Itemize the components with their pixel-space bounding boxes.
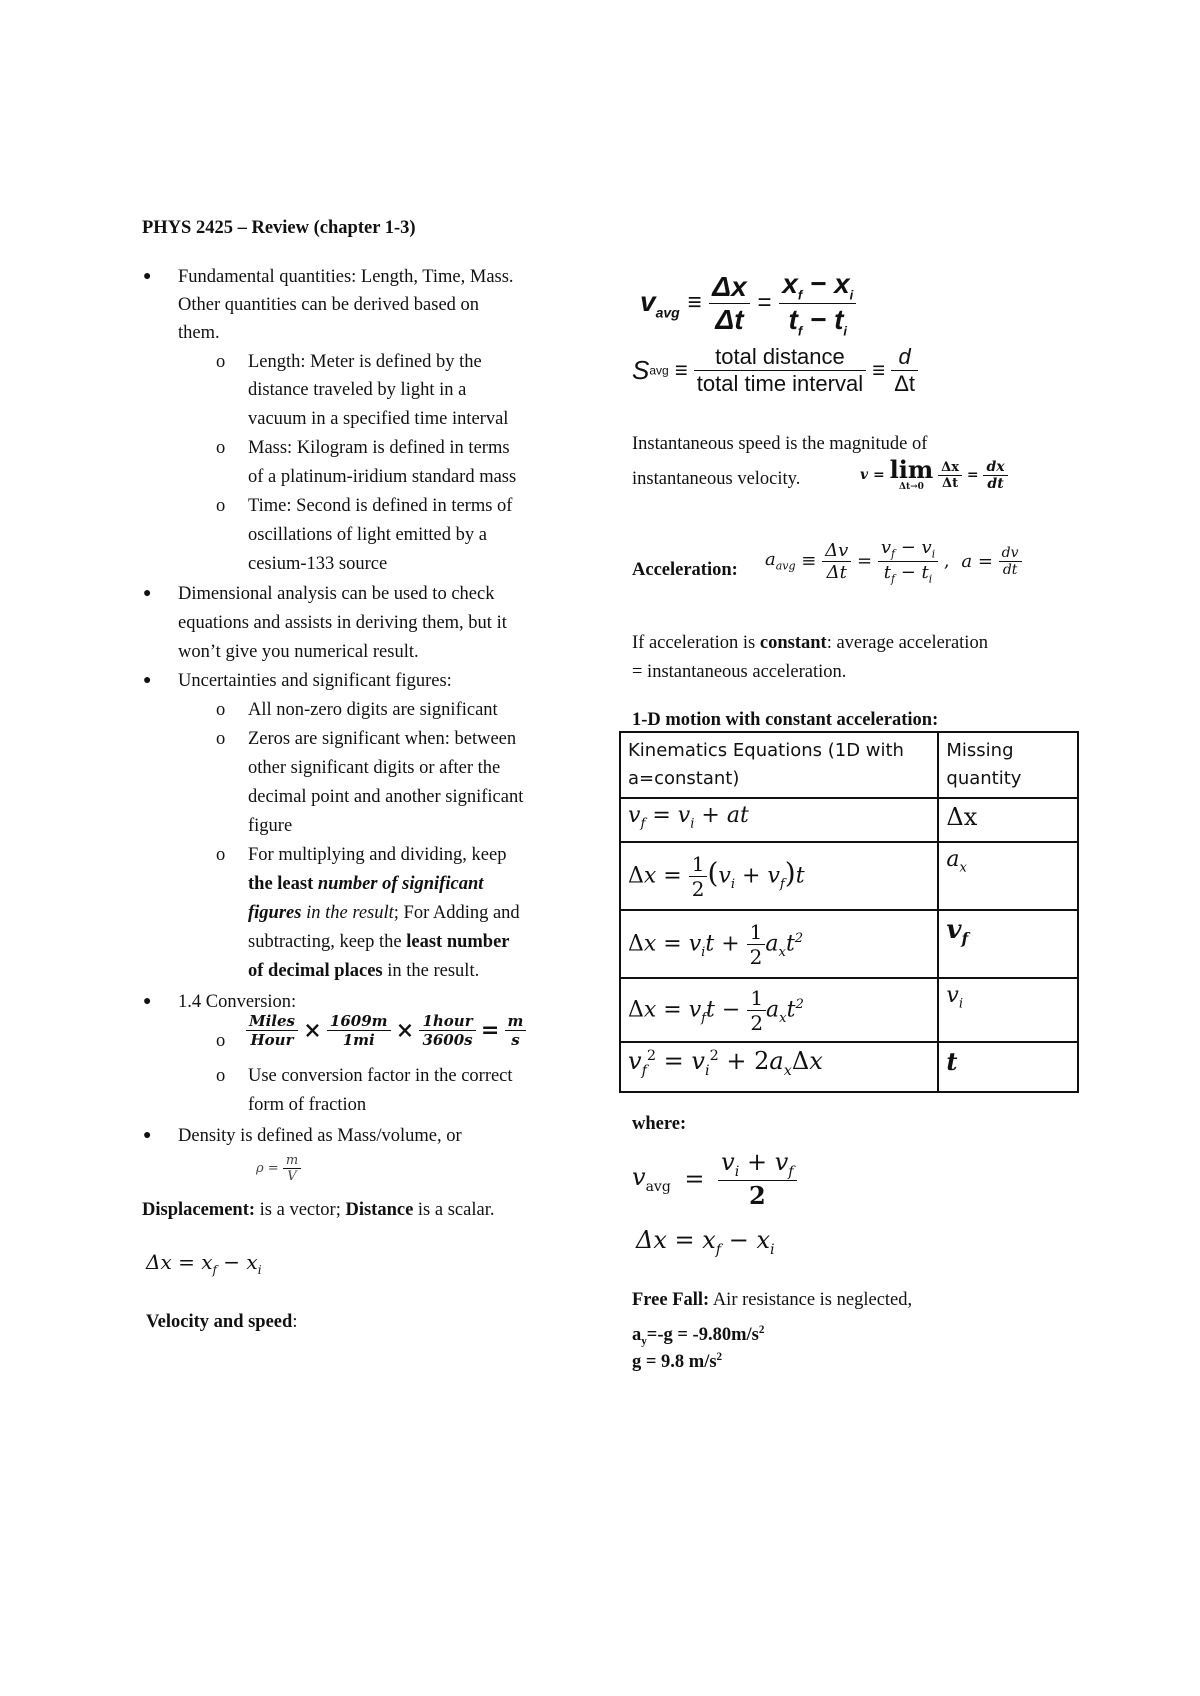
table-row: [620, 798, 1078, 842]
sub-bullet-icon: o: [216, 352, 226, 372]
sigfig-rule-1: All non-zero digits are significant: [248, 700, 498, 720]
displacement-equation: $\Delta x = x_f - x_i$: [146, 1250, 262, 1277]
page-title: PHYS 2425 – Review (chapter 1-3): [142, 218, 416, 238]
length-line-2: distance traveled by light in a: [248, 380, 467, 400]
bullet-icon: ●: [143, 586, 152, 601]
savg-equation: Savg ≡ $\frac{\text{total distance}}{\text{total time interval}}$ ≡ $\frac{d}{\Delta t}$: [632, 344, 918, 397]
time-line-2: oscillations of light emitted by a: [248, 525, 487, 545]
velocity-speed-heading: Velocity and speed:: [146, 1312, 298, 1332]
density-formula: ρ = $\frac{m}{V}$: [256, 1153, 301, 1184]
where-vavg-equation: $v_{avg}$ = $\frac{v_i + v_f}{2}$: [632, 1148, 797, 1210]
constant-line-2: = instantaneous acceleration.: [632, 662, 847, 682]
bullet-icon: ●: [143, 269, 152, 284]
sub-bullet-icon: o: [216, 845, 226, 865]
mass-line-1: Mass: Kilogram is defined in terms: [248, 438, 510, 458]
table-header-row: [620, 732, 1078, 798]
kinematics-table: [619, 731, 1079, 1093]
missing-ax: $a_x$: [938, 842, 1078, 910]
free-fall-line-2: $a_y=-g = -9.80m/s^2$: [632, 1324, 765, 1348]
sigfig-rule-2-line-1: Zeros are significant when: between: [248, 729, 517, 749]
fundamental-line-3: them.: [178, 323, 220, 343]
displacement-line: Displacement: is a vector; Distance is a scalar.: [142, 1200, 495, 1220]
sub-bullet-icon: o: [216, 438, 226, 458]
bullet-icon: ●: [143, 1128, 152, 1143]
fundamental-line-1: Fundamental quantities: Length, Time, Mass.: [178, 267, 514, 287]
where-dx-equation: $\Delta x = x_f - x_i$: [636, 1226, 775, 1258]
fundamental-line-2: Other quantities can be derived based on: [178, 295, 480, 315]
missing-t: t: [938, 1042, 1078, 1092]
conversion-heading: 1.4 Conversion:: [178, 992, 297, 1012]
sigfig-rule-3-line-1: For multiplying and dividing, keep: [248, 845, 507, 865]
equation-dx-avg: Δx = $\frac{1}{2}$ $(v_i + v_f)t$: [620, 842, 938, 910]
conversion-formula: $\frac{\text{Miles}}{\text{Hour}}$ × $\frac{1609m}{1mi}$ × $\frac{\text{1hour}}{3600s}$ = $\frac{m}{s}$: [246, 1012, 526, 1049]
conv-n2: 1hour: [419, 1012, 475, 1031]
time-line-3: cesium-133 source: [248, 554, 388, 574]
conv-hour: Hour: [250, 1031, 294, 1049]
instantaneous-line-2: instantaneous velocity.: [632, 469, 801, 489]
sigfig-rule-2-line-2: other significant digits or after the: [248, 758, 501, 778]
sigfig-rule-3-line-3: figures in the result; For Adding and: [248, 903, 520, 923]
conv-miles: Miles: [246, 1012, 298, 1031]
sigfig-rule-3-line-4: subtracting, keep the least number: [248, 932, 510, 952]
equation-dx-vi: $\Delta x = v_it$ + $\frac{1}{2}$ $a_xt^2$: [620, 910, 938, 978]
conv-d1: 1mi: [342, 1031, 375, 1049]
sub-bullet-icon: o: [216, 496, 226, 516]
table-header-equations: Kinematics Equations (1D with a=constant): [620, 732, 938, 798]
conv-d2: 3600s: [422, 1031, 473, 1049]
missing-vi: $v_i$: [938, 978, 1078, 1042]
sub-bullet-icon: o: [216, 729, 226, 749]
table-row: [620, 978, 1078, 1042]
dimensional-line-2: equations and assists in deriving them, but it: [178, 613, 507, 633]
free-fall-line-3: g = 9.8 $m/s^2$: [632, 1351, 723, 1373]
acceleration-equation: $a_{avg}$ ≡ $\frac{\Delta v}{\Delta t}$ = $\frac{v_f - v_i}{t_f - t_i}$ , a = $\frac{dv}{dt}$: [765, 537, 1022, 585]
missing-vf: $v_f$: [938, 910, 1078, 978]
sigfig-rule-2-line-4: figure: [248, 816, 293, 836]
table-row: [620, 910, 1078, 978]
constant-line-1: If acceleration is constant: average acceleration: [632, 633, 988, 653]
conversion-factor-line-2: form of fraction: [248, 1095, 367, 1115]
dimensional-line-3: won’t give you numerical result.: [178, 642, 419, 662]
vavg-equation: $v_{avg}$ ≡ $\frac{\Delta x}{\Delta t}$ = $\frac{x_f - x_i}{t_f - t_i}$: [640, 268, 856, 338]
free-fall-line-1: Free Fall: Air resistance is neglected,: [632, 1290, 913, 1310]
where-label: where:: [632, 1114, 687, 1134]
equation-dx-vf: $\Delta x = v_ft$ − $\frac{1}{2}$ $a_xt^2$: [620, 978, 938, 1042]
missing-delta-x: Δx: [938, 798, 1078, 842]
dimensional-line-1: Dimensional analysis can be used to check: [178, 584, 495, 604]
table-header-missing: Missing quantity: [938, 732, 1078, 798]
uncertainties-heading: Uncertainties and significant figures:: [178, 671, 452, 691]
sub-bullet-icon: o: [216, 1031, 226, 1051]
mass-line-2: of a platinum-iridium standard mass: [248, 467, 517, 487]
instantaneous-line-1: Instantaneous speed is the magnitude of: [632, 434, 928, 454]
conv-m: m: [505, 1012, 527, 1031]
sub-bullet-icon: o: [216, 700, 226, 720]
acceleration-label: Acceleration:: [632, 560, 738, 580]
length-line-3: vacuum in a specified time interval: [248, 409, 509, 429]
bullet-icon: ●: [143, 994, 152, 1009]
conv-n1: 1609m: [327, 1012, 391, 1031]
limit-equation: v = lim Δt→0 $\frac{\Delta x}{\Delta t}$ = $\frac{dx}{dt}$: [860, 458, 1008, 492]
sub-bullet-icon: o: [216, 1066, 226, 1086]
sigfig-rule-3-line-2: the least number of significant: [248, 874, 484, 894]
sigfig-rule-2-line-3: decimal point and another significant: [248, 787, 524, 807]
motion-title: 1-D motion with constant acceleration:: [632, 710, 939, 730]
conversion-factor-line-1: Use conversion factor in the correct: [248, 1066, 513, 1086]
time-line-1: Time: Second is defined in terms of: [248, 496, 513, 516]
table-row: [620, 1042, 1078, 1092]
sigfig-rule-3-line-5: of decimal places in the result.: [248, 961, 480, 981]
density-text: Density is defined as Mass/volume, or: [178, 1126, 462, 1146]
length-line-1: Length: Meter is defined by the: [248, 352, 482, 372]
equation-vf-squared: $v_f^2 = v_i^2 + 2a_x\Delta x$: [620, 1042, 938, 1092]
conv-s: s: [511, 1031, 520, 1049]
equation-vf: $v_f = v_i$ + at: [620, 798, 938, 842]
bullet-icon: ●: [143, 673, 152, 688]
table-row: [620, 842, 1078, 910]
